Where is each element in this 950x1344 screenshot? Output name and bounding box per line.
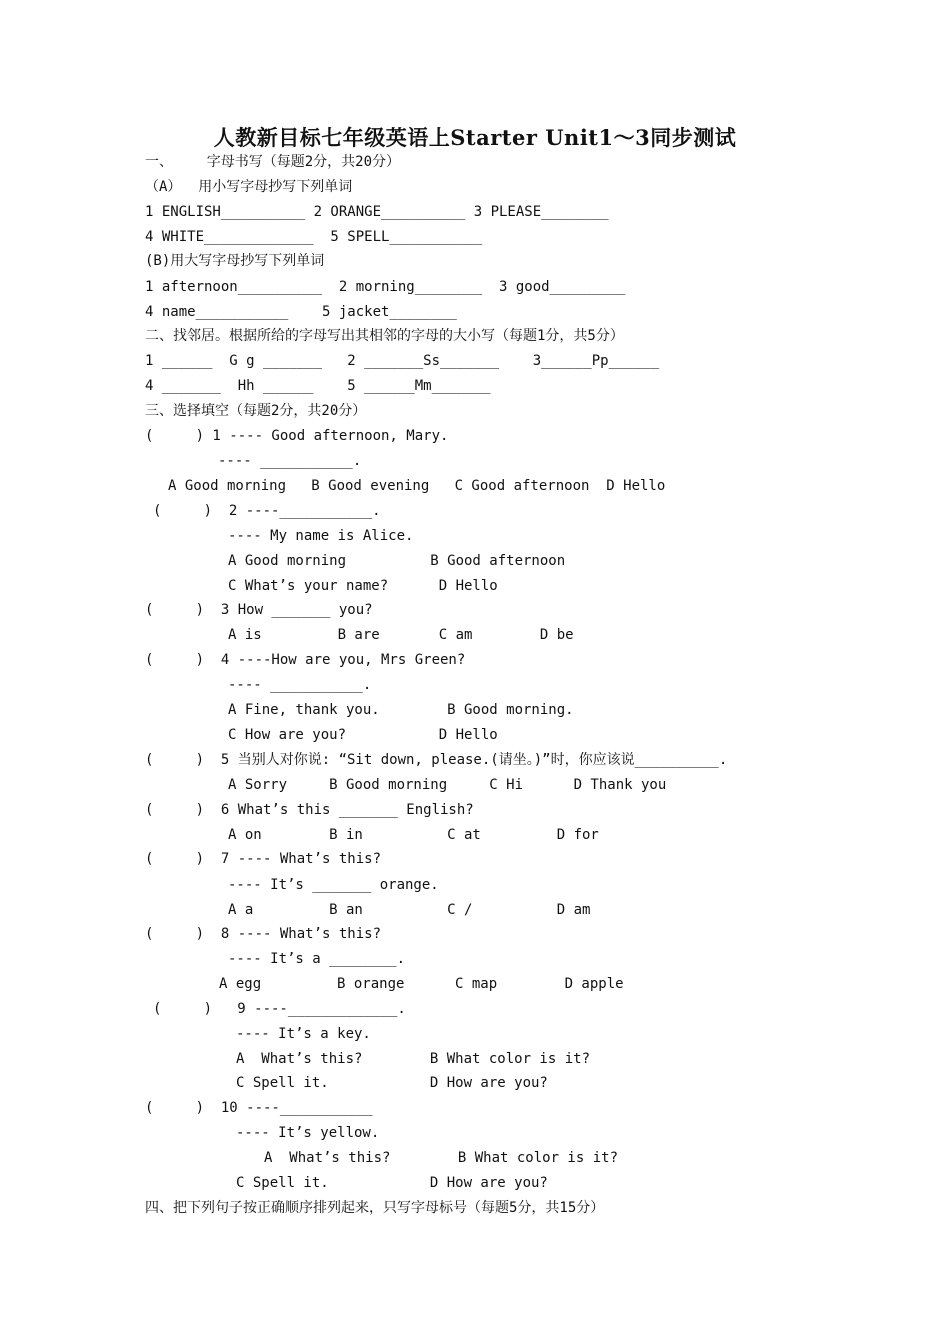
text-line: 二、找邻居。根据所给的字母写出其相邻的字母的大小写（每题1分，共5分） [145, 328, 624, 344]
text-line: ( ) 2 ----___________. [153, 503, 381, 519]
text-line: ( ) 9 ----_____________. [153, 1001, 406, 1017]
text-line: 三、选择填空（每题2分，共20分） [145, 403, 367, 419]
text-line: 1 ______ G g _______ 2 _______Ss_______ 3______Pp______ [145, 353, 660, 369]
text-line: 四、把下列句子按正确顺序排列起来，只写字母标号（每题5分，共15分） [145, 1200, 605, 1216]
text-line: A Good morning B Good afternoon [228, 553, 566, 569]
text-line: ( ) 5 当别人对你说: “Sit down, please.(请坐。)”时，你应该说__________. [145, 752, 728, 768]
text-line: C Spell it. D How are you? [236, 1075, 548, 1091]
text-line: 4 _______ Hh ______ 5 ______Mm_______ [145, 378, 491, 394]
text-line: 4 WHITE_____________ 5 SPELL___________ [145, 229, 483, 245]
text-line: C Spell it. D How are you? [236, 1175, 548, 1191]
text-line: 一、 字母书写（每题2分，共20分） [145, 154, 401, 170]
text-line: ( ) 7 ---- What’s this? [145, 851, 382, 867]
text-line: C How are you? D Hello [228, 727, 498, 743]
text-line: ( ) 3 How _______ you? [145, 602, 373, 618]
text-line: A Fine, thank you. B Good morning. [228, 702, 574, 718]
text-line: ( ) 4 ----How are you, Mrs Green? [145, 652, 466, 668]
text-line: ( ) 8 ---- What’s this? [145, 926, 382, 942]
text-line: 4 name___________ 5 jacket________ [145, 304, 457, 320]
text-line: A What’s this? B What color is it? [264, 1150, 619, 1166]
text-line: A a B an C / D am [228, 902, 591, 918]
text-line: ---- My name is Alice. [228, 528, 414, 544]
text-line: ---- It’s yellow. [236, 1125, 380, 1141]
text-line: ( ) 1 ---- Good afternoon, Mary. [145, 428, 449, 444]
text-line: ---- It’s a key. [236, 1026, 371, 1042]
page-title: 人教新目标七年级英语上Starter Unit1～3同步测试 [213, 125, 737, 150]
text-line: 1 ENGLISH__________ 2 ORANGE__________ 3 PLEASE________ [145, 204, 609, 220]
text-line: ---- It’s _______ orange. [228, 877, 439, 893]
text-line: (B)用大写字母抄写下列单词 [145, 253, 325, 269]
text-line: ( ) 6 What’s this _______ English? [145, 802, 474, 818]
text-line: 1 afternoon__________ 2 morning________ 3 good_________ [145, 279, 626, 295]
text-line: A egg B orange C map D apple [219, 976, 624, 992]
text-line: ---- ___________. [218, 453, 362, 469]
text-line: ---- It’s a ________. [228, 951, 406, 967]
text-line: A on B in C at D for [228, 827, 599, 843]
text-line: ---- ___________. [228, 677, 372, 693]
text-line: C What’s your name? D Hello [228, 578, 498, 594]
text-line: A is B are C am D be [228, 627, 574, 643]
text-line: A What’s this? B What color is it? [236, 1051, 591, 1067]
text-line: （A） 用小写字母抄写下列单词 [145, 179, 353, 195]
text-line: A Good morning B Good evening C Good afternoon D Hello [168, 478, 666, 494]
text-line: A Sorry B Good morning C Hi D Thank you [228, 777, 667, 793]
text-line: ( ) 10 ----___________ [145, 1100, 373, 1116]
